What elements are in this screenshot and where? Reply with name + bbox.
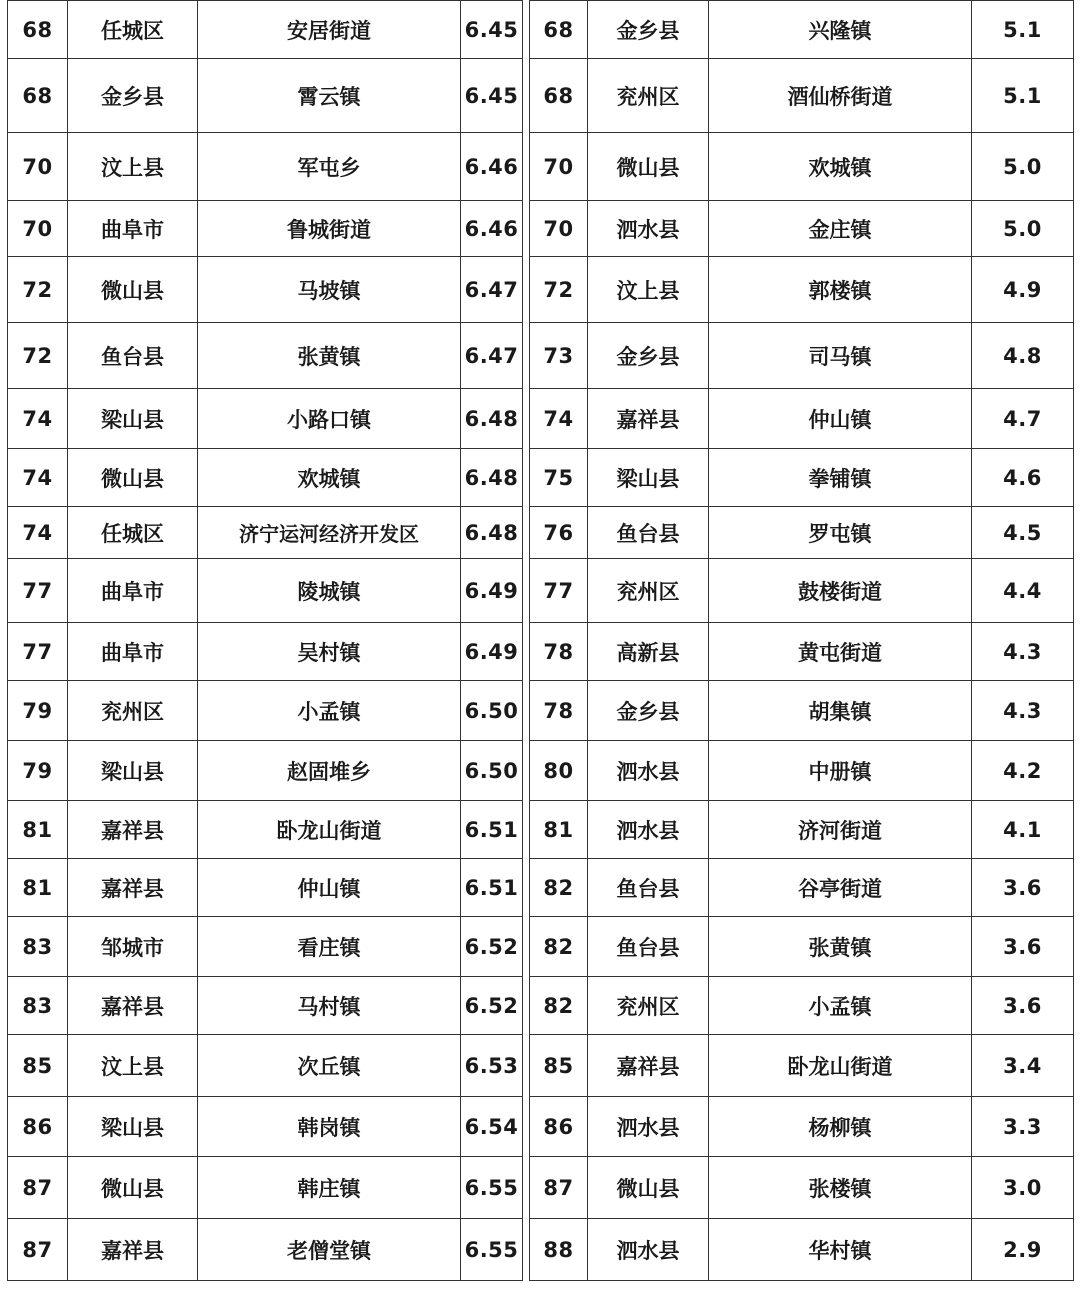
score-cell: 4.4 bbox=[972, 559, 1074, 623]
table-row bbox=[8, 559, 523, 623]
score-cell: 4.3 bbox=[972, 623, 1074, 681]
score-cell: 6.46 bbox=[461, 133, 523, 201]
table-row bbox=[8, 801, 523, 859]
table-row bbox=[8, 59, 523, 133]
table-row bbox=[530, 559, 1074, 623]
score-cell: 3.4 bbox=[972, 1035, 1074, 1097]
town-cell: 胡集镇 bbox=[709, 681, 972, 741]
rank-cell: 77 bbox=[8, 623, 68, 681]
town-cell: 司马镇 bbox=[709, 323, 972, 389]
rank-cell: 83 bbox=[8, 977, 68, 1035]
town-cell: 陵城镇 bbox=[198, 559, 461, 623]
county-cell: 任城区 bbox=[68, 1, 198, 59]
table-row bbox=[8, 1035, 523, 1097]
rank-cell: 79 bbox=[8, 681, 68, 741]
score-cell: 6.45 bbox=[461, 1, 523, 59]
rank-cell: 76 bbox=[530, 507, 588, 559]
table-row bbox=[530, 257, 1074, 323]
county-cell: 邹城市 bbox=[68, 917, 198, 977]
county-cell: 兖州区 bbox=[588, 977, 709, 1035]
table-row bbox=[8, 977, 523, 1035]
county-cell: 梁山县 bbox=[68, 741, 198, 801]
county-cell: 微山县 bbox=[68, 257, 198, 323]
score-cell: 6.55 bbox=[461, 1157, 523, 1219]
table-row bbox=[8, 389, 523, 449]
table-row bbox=[8, 507, 523, 559]
town-cell: 罗屯镇 bbox=[709, 507, 972, 559]
county-cell: 汶上县 bbox=[68, 133, 198, 201]
table-row bbox=[530, 1219, 1074, 1281]
score-cell: 3.0 bbox=[972, 1157, 1074, 1219]
rank-cell: 86 bbox=[8, 1097, 68, 1157]
rank-cell: 70 bbox=[530, 133, 588, 201]
county-cell: 泗水县 bbox=[588, 1219, 709, 1281]
rank-cell: 68 bbox=[530, 1, 588, 59]
rank-cell: 68 bbox=[8, 1, 68, 59]
score-cell: 6.49 bbox=[461, 623, 523, 681]
ranking-table-right-body bbox=[530, 1, 1074, 1281]
score-cell: 6.52 bbox=[461, 917, 523, 977]
town-cell: 张楼镇 bbox=[709, 1157, 972, 1219]
rank-cell: 72 bbox=[530, 257, 588, 323]
town-cell: 谷亭街道 bbox=[709, 859, 972, 917]
county-cell: 嘉祥县 bbox=[68, 801, 198, 859]
table-row bbox=[8, 1219, 523, 1281]
score-cell: 6.52 bbox=[461, 977, 523, 1035]
county-cell: 梁山县 bbox=[68, 389, 198, 449]
score-cell: 6.47 bbox=[461, 323, 523, 389]
score-cell: 6.53 bbox=[461, 1035, 523, 1097]
town-cell: 霄云镇 bbox=[198, 59, 461, 133]
county-cell: 鱼台县 bbox=[588, 859, 709, 917]
rank-cell: 81 bbox=[8, 859, 68, 917]
county-cell: 泗水县 bbox=[588, 801, 709, 859]
rank-cell: 86 bbox=[530, 1097, 588, 1157]
rank-cell: 81 bbox=[530, 801, 588, 859]
score-cell: 6.47 bbox=[461, 257, 523, 323]
score-cell: 4.8 bbox=[972, 323, 1074, 389]
town-cell: 安居街道 bbox=[198, 1, 461, 59]
town-cell: 马村镇 bbox=[198, 977, 461, 1035]
rank-cell: 70 bbox=[530, 201, 588, 257]
county-cell: 鱼台县 bbox=[588, 507, 709, 559]
ranking-table-right bbox=[529, 0, 1074, 1281]
town-cell: 军屯乡 bbox=[198, 133, 461, 201]
rank-cell: 72 bbox=[8, 323, 68, 389]
rank-cell: 85 bbox=[8, 1035, 68, 1097]
table-row bbox=[530, 1157, 1074, 1219]
town-cell: 欢城镇 bbox=[198, 449, 461, 507]
table-row bbox=[8, 917, 523, 977]
score-cell: 6.54 bbox=[461, 1097, 523, 1157]
score-cell: 5.1 bbox=[972, 59, 1074, 133]
county-cell: 微山县 bbox=[68, 449, 198, 507]
table-row bbox=[530, 741, 1074, 801]
rank-cell: 87 bbox=[8, 1157, 68, 1219]
town-cell: 华村镇 bbox=[709, 1219, 972, 1281]
rank-cell: 74 bbox=[8, 389, 68, 449]
table-row bbox=[8, 1097, 523, 1157]
town-cell: 吴村镇 bbox=[198, 623, 461, 681]
table-row bbox=[8, 681, 523, 741]
rank-cell: 85 bbox=[530, 1035, 588, 1097]
county-cell: 微山县 bbox=[588, 1157, 709, 1219]
table-row bbox=[530, 681, 1074, 741]
town-cell: 看庄镇 bbox=[198, 917, 461, 977]
rank-cell: 70 bbox=[8, 133, 68, 201]
town-cell: 卧龙山街道 bbox=[198, 801, 461, 859]
score-cell: 4.3 bbox=[972, 681, 1074, 741]
town-cell: 杨柳镇 bbox=[709, 1097, 972, 1157]
score-cell: 6.48 bbox=[461, 389, 523, 449]
county-cell: 鱼台县 bbox=[68, 323, 198, 389]
table-row bbox=[530, 801, 1074, 859]
table-row bbox=[530, 507, 1074, 559]
score-cell: 5.0 bbox=[972, 133, 1074, 201]
rank-cell: 68 bbox=[8, 59, 68, 133]
rank-cell: 74 bbox=[8, 507, 68, 559]
county-cell: 泗水县 bbox=[588, 741, 709, 801]
rank-cell: 72 bbox=[8, 257, 68, 323]
rank-cell: 80 bbox=[530, 741, 588, 801]
table-row bbox=[8, 449, 523, 507]
score-cell: 5.1 bbox=[972, 1, 1074, 59]
rank-cell: 88 bbox=[530, 1219, 588, 1281]
county-cell: 梁山县 bbox=[68, 1097, 198, 1157]
rank-cell: 79 bbox=[8, 741, 68, 801]
rank-cell: 77 bbox=[530, 559, 588, 623]
town-cell: 马坡镇 bbox=[198, 257, 461, 323]
score-cell: 3.3 bbox=[972, 1097, 1074, 1157]
town-cell: 仲山镇 bbox=[709, 389, 972, 449]
table-row bbox=[530, 389, 1074, 449]
rank-cell: 87 bbox=[530, 1157, 588, 1219]
score-cell: 6.50 bbox=[461, 741, 523, 801]
score-cell: 6.51 bbox=[461, 801, 523, 859]
table-row bbox=[530, 623, 1074, 681]
county-cell: 嘉祥县 bbox=[68, 859, 198, 917]
score-cell: 6.49 bbox=[461, 559, 523, 623]
score-cell: 6.46 bbox=[461, 201, 523, 257]
score-cell: 6.45 bbox=[461, 59, 523, 133]
rank-cell: 75 bbox=[530, 449, 588, 507]
table-row bbox=[530, 201, 1074, 257]
score-cell: 4.7 bbox=[972, 389, 1074, 449]
town-cell: 小孟镇 bbox=[198, 681, 461, 741]
table-row bbox=[8, 1157, 523, 1219]
town-cell: 酒仙桥街道 bbox=[709, 59, 972, 133]
county-cell: 兖州区 bbox=[588, 59, 709, 133]
rank-cell: 78 bbox=[530, 681, 588, 741]
county-cell: 兖州区 bbox=[588, 559, 709, 623]
town-cell: 鼓楼街道 bbox=[709, 559, 972, 623]
county-cell: 金乡县 bbox=[68, 59, 198, 133]
town-cell: 中册镇 bbox=[709, 741, 972, 801]
table-row bbox=[8, 1, 523, 59]
score-cell: 3.6 bbox=[972, 917, 1074, 977]
score-cell: 3.6 bbox=[972, 859, 1074, 917]
county-cell: 高新县 bbox=[588, 623, 709, 681]
table-row bbox=[530, 859, 1074, 917]
county-cell: 汶上县 bbox=[68, 1035, 198, 1097]
rank-cell: 82 bbox=[530, 859, 588, 917]
score-cell: 6.51 bbox=[461, 859, 523, 917]
table-row bbox=[530, 1097, 1074, 1157]
county-cell: 金乡县 bbox=[588, 1, 709, 59]
county-cell: 兖州区 bbox=[68, 681, 198, 741]
county-cell: 金乡县 bbox=[588, 681, 709, 741]
county-cell: 曲阜市 bbox=[68, 623, 198, 681]
rank-cell: 68 bbox=[530, 59, 588, 133]
town-cell: 张黄镇 bbox=[198, 323, 461, 389]
rank-cell: 82 bbox=[530, 977, 588, 1035]
score-cell: 4.6 bbox=[972, 449, 1074, 507]
town-cell: 黄屯街道 bbox=[709, 623, 972, 681]
score-cell: 2.9 bbox=[972, 1219, 1074, 1281]
county-cell: 任城区 bbox=[68, 507, 198, 559]
town-cell: 兴隆镇 bbox=[709, 1, 972, 59]
town-cell: 老僧堂镇 bbox=[198, 1219, 461, 1281]
rank-cell: 87 bbox=[8, 1219, 68, 1281]
table-row bbox=[8, 257, 523, 323]
score-cell: 6.48 bbox=[461, 449, 523, 507]
rank-cell: 81 bbox=[8, 801, 68, 859]
rank-cell: 74 bbox=[8, 449, 68, 507]
town-cell: 赵固堆乡 bbox=[198, 741, 461, 801]
county-cell: 泗水县 bbox=[588, 201, 709, 257]
table-row bbox=[8, 741, 523, 801]
town-cell: 卧龙山街道 bbox=[709, 1035, 972, 1097]
town-cell: 次丘镇 bbox=[198, 1035, 461, 1097]
county-cell: 嘉祥县 bbox=[68, 977, 198, 1035]
table-row bbox=[530, 977, 1074, 1035]
town-cell: 济宁运河经济开发区 bbox=[198, 507, 461, 559]
county-cell: 嘉祥县 bbox=[68, 1219, 198, 1281]
ranking-table-left-body bbox=[8, 1, 523, 1281]
rank-cell: 74 bbox=[530, 389, 588, 449]
score-cell: 4.2 bbox=[972, 741, 1074, 801]
table-row bbox=[8, 133, 523, 201]
table-row bbox=[8, 859, 523, 917]
table-row bbox=[530, 323, 1074, 389]
county-cell: 曲阜市 bbox=[68, 201, 198, 257]
table-row bbox=[530, 59, 1074, 133]
town-cell: 郭楼镇 bbox=[709, 257, 972, 323]
rank-cell: 83 bbox=[8, 917, 68, 977]
county-cell: 嘉祥县 bbox=[588, 1035, 709, 1097]
county-cell: 汶上县 bbox=[588, 257, 709, 323]
table-row bbox=[8, 201, 523, 257]
score-cell: 4.5 bbox=[972, 507, 1074, 559]
town-cell: 欢城镇 bbox=[709, 133, 972, 201]
table-row bbox=[530, 133, 1074, 201]
ranking-table-left bbox=[7, 0, 523, 1281]
town-cell: 韩岗镇 bbox=[198, 1097, 461, 1157]
county-cell: 嘉祥县 bbox=[588, 389, 709, 449]
county-cell: 金乡县 bbox=[588, 323, 709, 389]
county-cell: 泗水县 bbox=[588, 1097, 709, 1157]
town-cell: 小孟镇 bbox=[709, 977, 972, 1035]
town-cell: 小路口镇 bbox=[198, 389, 461, 449]
rank-cell: 78 bbox=[530, 623, 588, 681]
table-row bbox=[530, 449, 1074, 507]
rank-cell: 70 bbox=[8, 201, 68, 257]
score-cell: 6.55 bbox=[461, 1219, 523, 1281]
table-row bbox=[8, 323, 523, 389]
county-cell: 微山县 bbox=[588, 133, 709, 201]
town-cell: 张黄镇 bbox=[709, 917, 972, 977]
score-cell: 4.1 bbox=[972, 801, 1074, 859]
table-row bbox=[8, 623, 523, 681]
score-cell: 6.50 bbox=[461, 681, 523, 741]
town-cell: 韩庄镇 bbox=[198, 1157, 461, 1219]
town-cell: 济河街道 bbox=[709, 801, 972, 859]
score-cell: 5.0 bbox=[972, 201, 1074, 257]
town-cell: 金庄镇 bbox=[709, 201, 972, 257]
county-cell: 微山县 bbox=[68, 1157, 198, 1219]
county-cell: 梁山县 bbox=[588, 449, 709, 507]
county-cell: 曲阜市 bbox=[68, 559, 198, 623]
table-row bbox=[530, 1035, 1074, 1097]
table-row bbox=[530, 1, 1074, 59]
town-cell: 仲山镇 bbox=[198, 859, 461, 917]
rank-cell: 77 bbox=[8, 559, 68, 623]
town-cell: 拳铺镇 bbox=[709, 449, 972, 507]
score-cell: 4.9 bbox=[972, 257, 1074, 323]
rank-cell: 73 bbox=[530, 323, 588, 389]
score-cell: 6.48 bbox=[461, 507, 523, 559]
county-cell: 鱼台县 bbox=[588, 917, 709, 977]
score-cell: 3.6 bbox=[972, 977, 1074, 1035]
town-cell: 鲁城街道 bbox=[198, 201, 461, 257]
rank-cell: 82 bbox=[530, 917, 588, 977]
table-row bbox=[530, 917, 1074, 977]
